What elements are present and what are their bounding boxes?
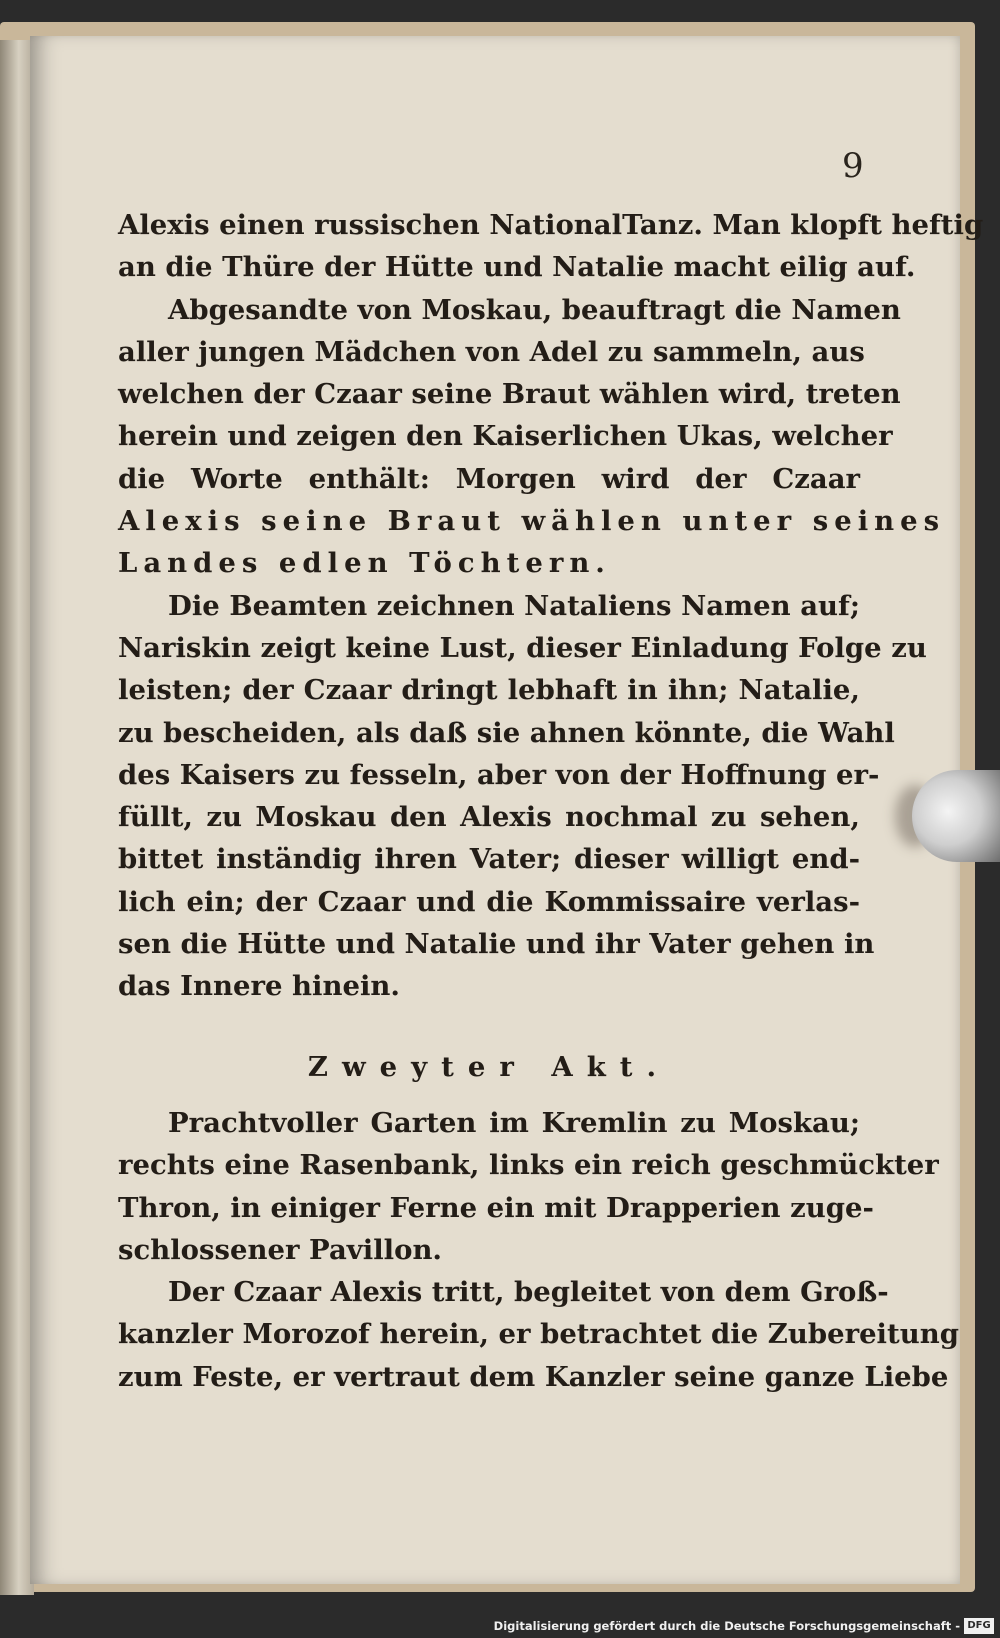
text-line: Landes edlen Töchtern. — [118, 547, 611, 580]
text-line: zu bescheiden, als daß sie ahnen könnte, die Wahl — [118, 716, 895, 749]
text-line: bittet inständig ihren Vater; dieser willigt end- — [118, 843, 860, 876]
text-line: Prachtvoller Garten im Kremlin zu Moskau; — [168, 1106, 860, 1139]
text-line: kanzler Morozof herein, er betrachtet die Zubereitung — [118, 1318, 959, 1351]
text-line: Alexis seine Braut wählen unter seines — [118, 505, 946, 538]
text-line: leisten; der Czaar dringt lebhaft in ihn; Natalie, — [118, 674, 860, 707]
text-line: an die Thüre der Hütte und Natalie macht eilig auf. — [118, 251, 916, 284]
book-spine — [0, 40, 34, 1595]
text-line: das Innere hinein. — [118, 970, 400, 1003]
text-line: Die Beamten zeichnen Nataliens Namen auf; — [168, 589, 860, 622]
dfg-logo: DFG — [964, 1618, 994, 1634]
page-number: 9 — [842, 146, 864, 186]
footer-credit: Digitalisierung gefördert durch die Deutsche Forschungsgemeinschaft - — [493, 1619, 960, 1633]
text-line: Nariskin zeigt keine Lust, dieser Einladung Folge zu — [118, 631, 927, 664]
text-line: die Worte enthält: Morgen wird der Czaar — [118, 462, 860, 495]
text-line: zum Feste, er vertraut dem Kanzler seine ganze Liebe — [118, 1360, 949, 1393]
page-text — [118, 204, 984, 1398]
act-heading: Zweyter Akt. — [307, 1050, 671, 1083]
text-line: schlossener Pavillon. — [118, 1233, 443, 1266]
text-line: herein und zeigen den Kaiserlichen Ukas, welcher — [118, 420, 893, 453]
text-line: Alexis einen russischen NationalTanz. Man klopft heftig — [118, 209, 984, 241]
text-line: Der Czaar Alexis tritt, begleitet von dem Groß- — [168, 1276, 889, 1309]
page-clip — [912, 770, 1000, 862]
text-line: aller jungen Mädchen von Adel zu sammeln, aus — [118, 335, 865, 368]
text-line: lich ein; der Czaar und die Kommissaire verlas- — [118, 885, 860, 918]
text-line: Thron, in einiger Ferne ein mit Drapperien zuge- — [118, 1191, 874, 1224]
text-line: rechts eine Rasenbank, links ein reich geschmückter — [118, 1149, 939, 1182]
text-line: des Kaisers zu fesseln, aber von der Hoffnung er- — [118, 758, 880, 791]
text-line: welchen der Czaar seine Braut wählen wird, treten — [118, 378, 901, 411]
text-line: sen die Hütte und Natalie und ihr Vater gehen in — [118, 928, 875, 961]
text-line: füllt, zu Moskau den Alexis nochmal zu sehen, — [118, 801, 860, 834]
text-line: Abgesandte von Moskau, beauftragt die Namen — [168, 293, 901, 326]
